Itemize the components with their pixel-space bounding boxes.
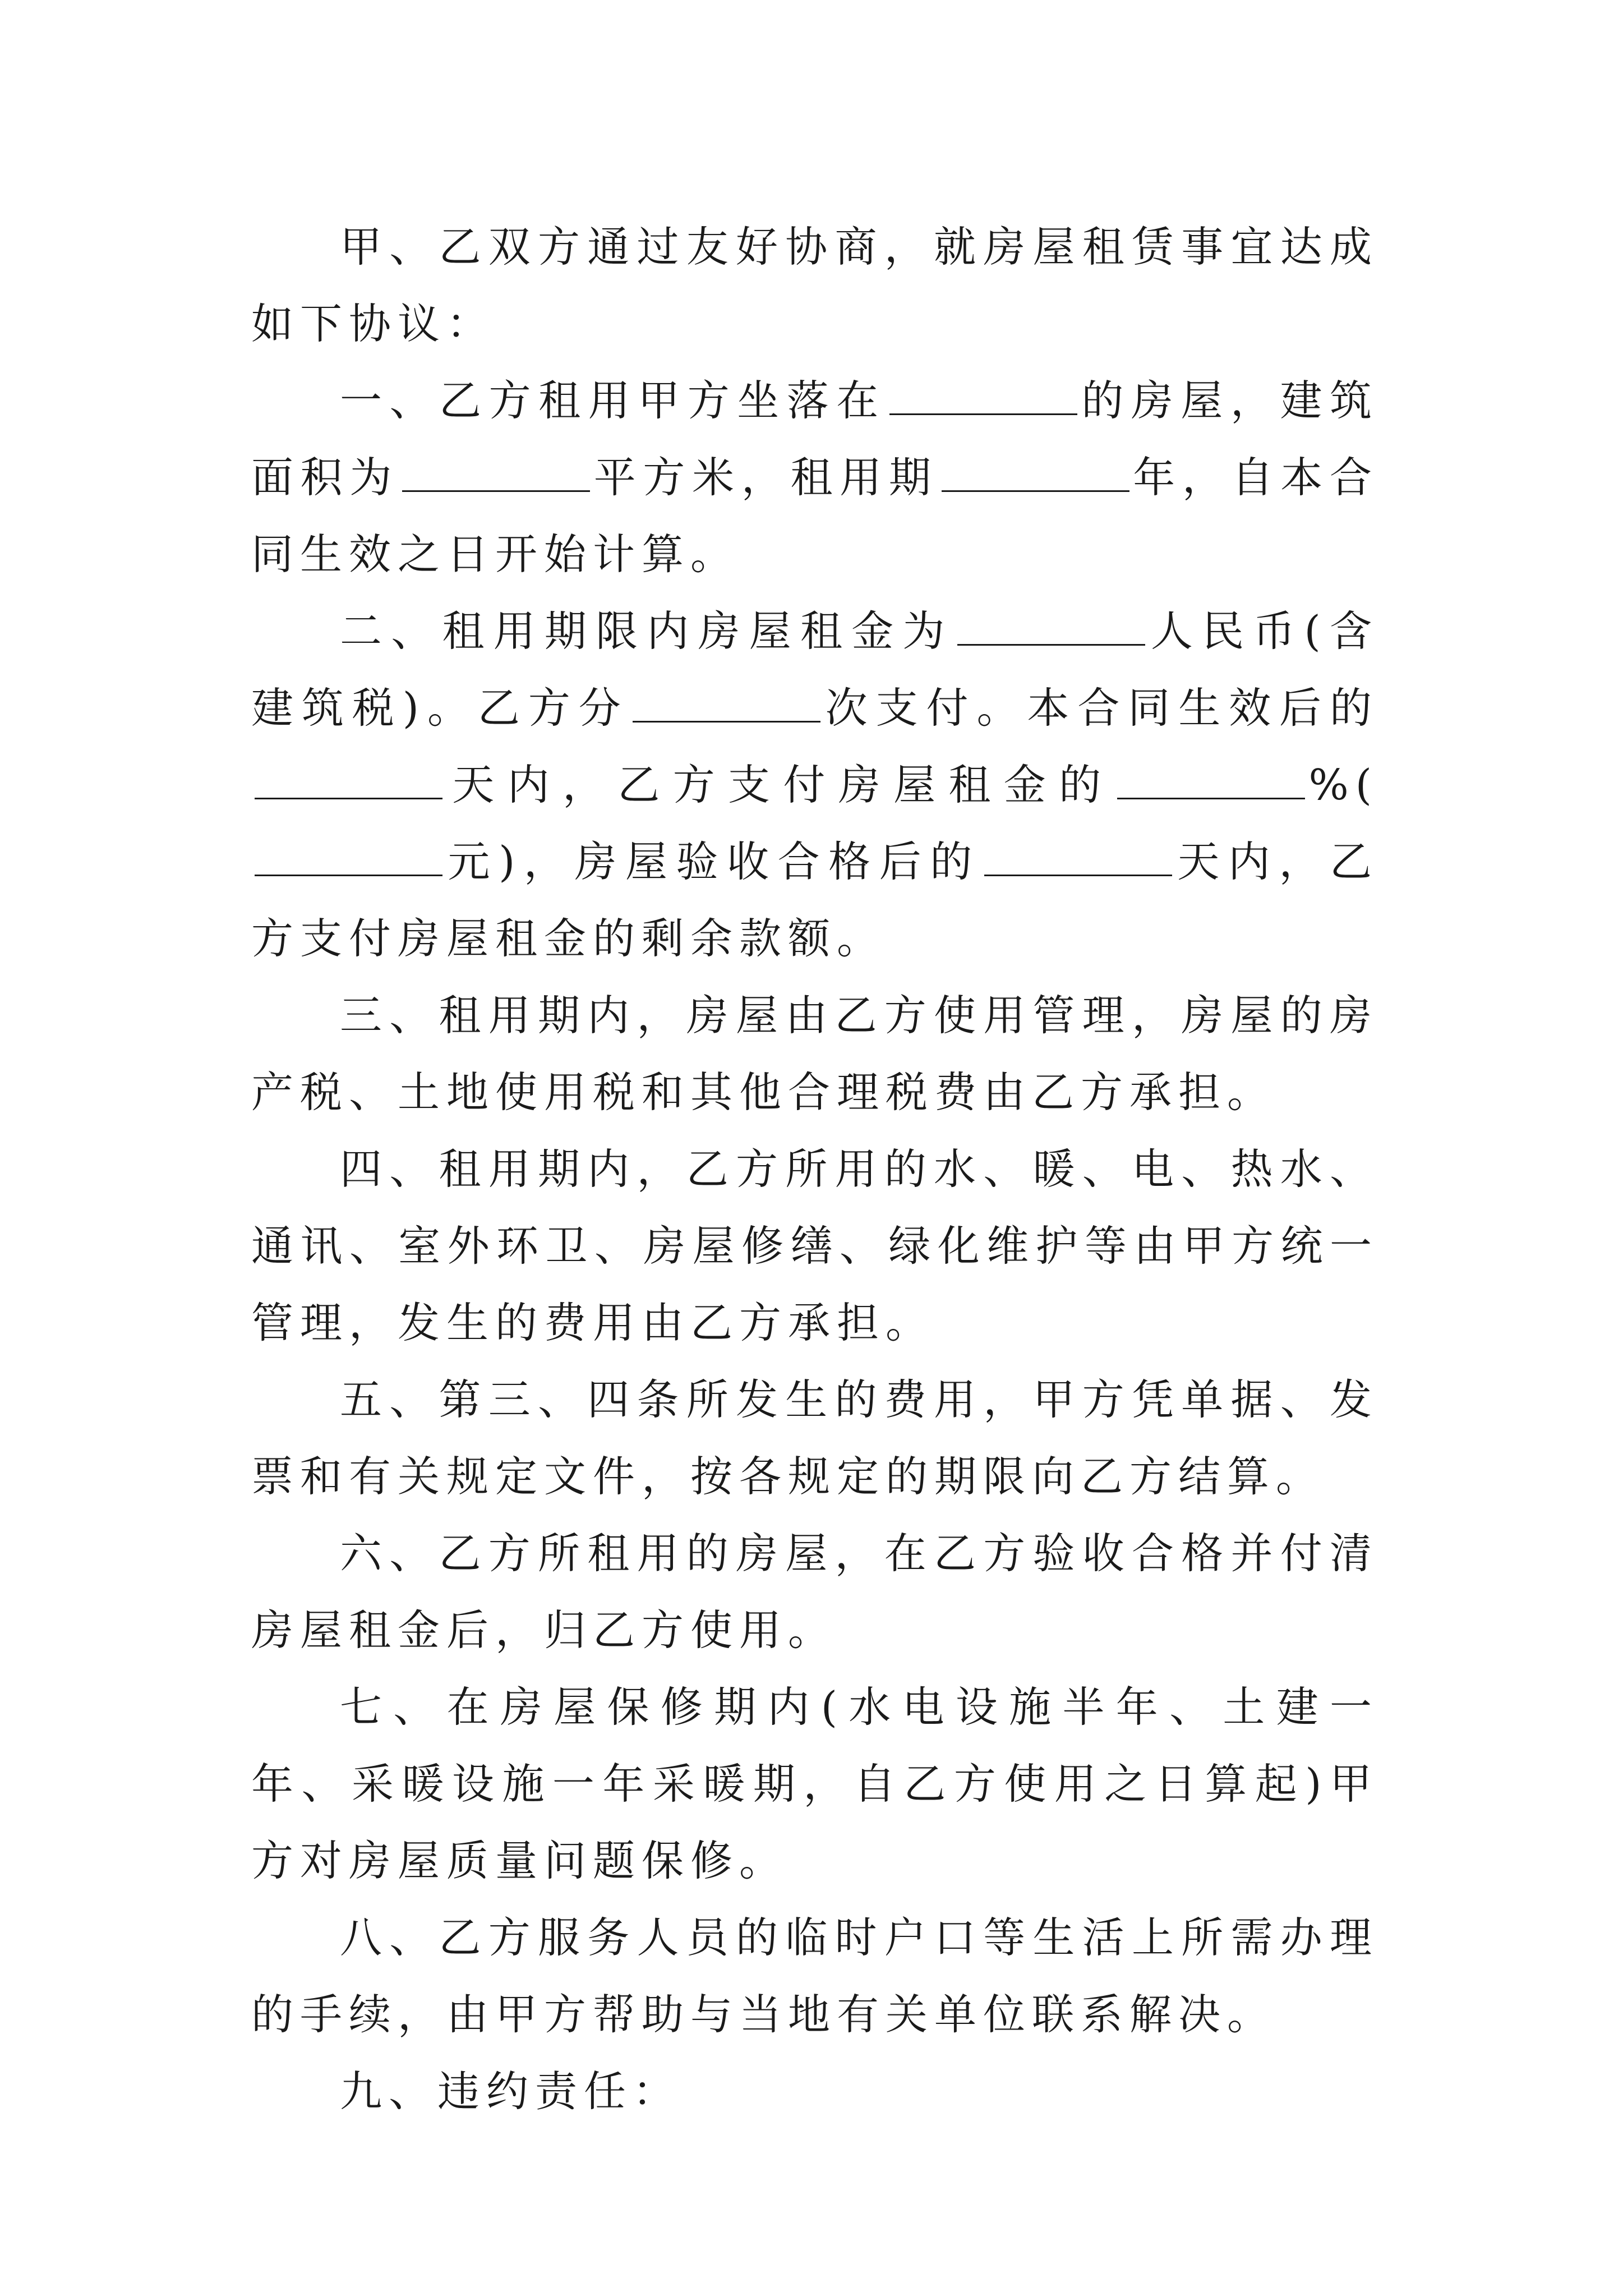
paragraph-text: 次支付。本合同生效后的	[823, 683, 1378, 733]
paragraph-clause-3	[251, 977, 1378, 1131]
fill-in-blank	[255, 764, 442, 799]
paragraph-clause-6	[251, 1515, 1378, 1669]
paragraph-text: 一、乙方租用甲方坐落在	[340, 376, 886, 425]
paragraph-text: 三、租用期内，房屋由乙方使用管理，房屋的房产税、土地使用税和其他合理税费由乙方承担。	[251, 991, 1378, 1117]
fill-in-blank	[255, 841, 442, 876]
paragraph-clause-4	[251, 1131, 1378, 1361]
paragraph-text: 六、乙方所租用的房屋，在乙方验收合格并付清房屋租金后，归乙方使用。	[251, 1529, 1378, 1655]
paragraph-text: 天内，乙方支付房屋租金的	[446, 760, 1114, 809]
paragraph-text: 九、违约责任：	[340, 2067, 682, 2116]
paragraph-text: 七、在房屋保修期内(水电设施半年、土建一年、采暖设施一年采暖期，自乙方使用之日算起)甲方对房屋质量问题保修。	[251, 1682, 1378, 1885]
paragraph-intro	[251, 209, 1378, 362]
fill-in-blank	[942, 457, 1129, 492]
paragraph-text: 八、乙方服务人员的临时户口等生活上所需办理的手续，由甲方帮助与当地有关单位联系解决。	[251, 1913, 1378, 2039]
paragraph-clause-9	[251, 2053, 1378, 2130]
paragraph-clause-1	[251, 362, 1378, 593]
paragraph-text: %(	[1308, 760, 1378, 809]
paragraph-text: 元)，房屋验收合格后的	[446, 837, 981, 886]
fill-in-blank	[633, 687, 820, 723]
paragraph-clause-2	[251, 593, 1378, 977]
paragraph-text: 天内，乙方支付房屋租金的剩余款额。	[251, 837, 1378, 963]
paragraph-text: 人民币(含建筑税)。乙方分	[251, 606, 1378, 733]
paragraph-text: 五、第三、四条所发生的费用，甲方凭单据、发票和有关规定文件，按各规定的期限向乙方结算。	[251, 1375, 1378, 1501]
paragraph-text: 四、租用期内，乙方所用的水、暖、电、热水、通讯、室外环卫、房屋修缮、绿化维护等由甲方统一管理，发生的费用由乙方承担。	[251, 1144, 1378, 1347]
paragraph-text: 的房屋，建筑面积为	[251, 376, 1378, 502]
document-body	[251, 209, 1378, 2130]
fill-in-blank	[1117, 764, 1305, 799]
paragraph-text: 年，自本合同生效之日开始计算。	[251, 453, 1378, 579]
paragraph-text: 甲、乙双方通过友好协商，就房屋租赁事宜达成如下协议：	[251, 222, 1378, 348]
paragraph-text: 平方米，租用期	[593, 453, 938, 502]
fill-in-blank	[957, 610, 1145, 646]
paragraph-clause-8	[251, 1899, 1378, 2053]
fill-in-blank	[889, 380, 1077, 415]
fill-in-blank	[402, 457, 590, 492]
paragraph-text: 二、租用期限内房屋租金为	[340, 606, 954, 656]
paragraph-clause-7	[251, 1669, 1378, 1899]
fill-in-blank	[984, 841, 1172, 876]
paragraph-clause-5	[251, 1361, 1378, 1515]
